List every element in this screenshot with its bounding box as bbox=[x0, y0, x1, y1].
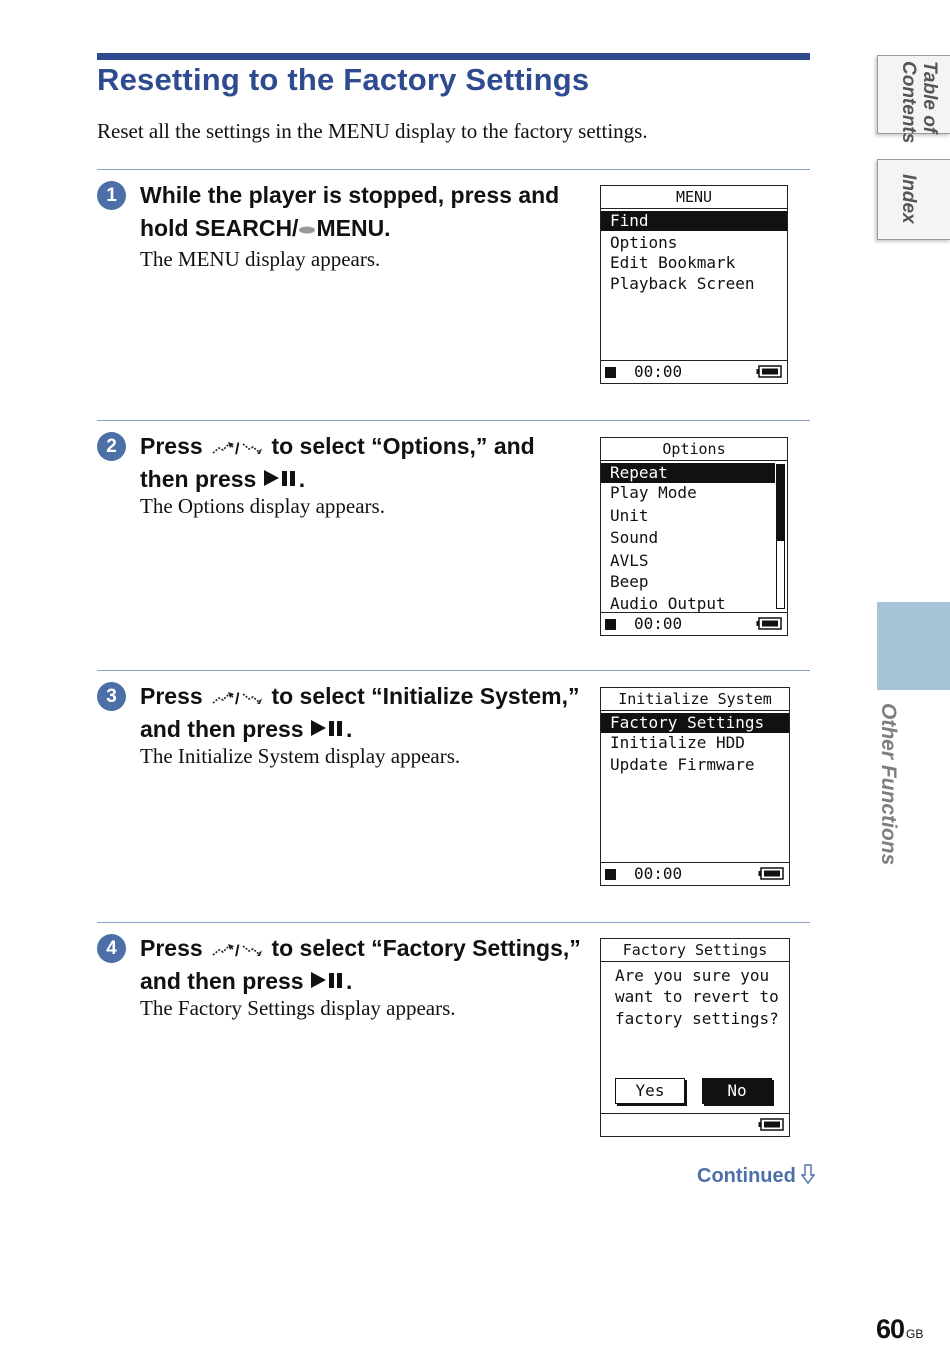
step-number: 1 bbox=[97, 181, 126, 210]
step-heading-text: to select “Options,” and bbox=[265, 433, 535, 459]
step-heading-text: Press bbox=[140, 433, 210, 459]
step-heading-line: MENU. bbox=[316, 215, 391, 241]
play-pause-icon bbox=[310, 971, 346, 989]
time-display: 00:00 bbox=[634, 864, 683, 883]
continued-label bbox=[697, 1164, 815, 1188]
step-heading bbox=[140, 932, 600, 998]
screen-header: Initialize System bbox=[601, 688, 789, 711]
screen-status-bar bbox=[601, 360, 787, 383]
screen-item-initialize-hdd: Initialize HDD bbox=[610, 733, 745, 752]
down-arrow-icon bbox=[801, 1164, 815, 1184]
screen-item-audio-output: Audio Output bbox=[610, 594, 726, 613]
battery-icon bbox=[758, 867, 784, 880]
stop-icon bbox=[605, 367, 616, 378]
svg-text:/: / bbox=[235, 440, 240, 457]
stop-icon bbox=[605, 619, 616, 630]
continued-text: Continued bbox=[697, 1165, 796, 1187]
step-heading-text: Press bbox=[140, 935, 210, 961]
stop-icon bbox=[605, 869, 616, 880]
page-title: Resetting to the Factory Settings bbox=[97, 62, 590, 97]
up-down-arrows-icon bbox=[211, 689, 263, 707]
step-heading-text: to select “Initialize System,” bbox=[265, 683, 580, 709]
screen-item-playback-screen: Playback Screen bbox=[610, 274, 755, 293]
step-heading-text: to select “Factory Settings,” bbox=[265, 935, 581, 961]
screen-item-edit-bookmark: Edit Bookmark bbox=[610, 253, 736, 272]
tab-index[interactable] bbox=[877, 159, 950, 240]
step-number: 3 bbox=[97, 682, 126, 711]
step-description: The Options display appears. bbox=[140, 494, 385, 518]
section-divider bbox=[97, 670, 810, 671]
menu-screen bbox=[600, 185, 788, 384]
screen-item-avls: AVLS bbox=[610, 551, 649, 570]
up-down-arrows-icon bbox=[211, 439, 263, 457]
step-heading-text: and then press bbox=[140, 716, 310, 742]
step-heading-text: and then press bbox=[140, 968, 310, 994]
section-divider bbox=[97, 420, 810, 421]
screen-item-beep: Beep bbox=[610, 572, 649, 591]
step-heading-text: Press bbox=[140, 683, 210, 709]
step-heading-line: While the player is stopped, press and bbox=[140, 182, 560, 208]
initialize-system-screen bbox=[600, 687, 790, 886]
section-divider bbox=[97, 169, 810, 170]
step-number: 2 bbox=[97, 432, 126, 461]
yes-button: Yes bbox=[615, 1078, 685, 1104]
section-marker bbox=[877, 602, 950, 690]
screen-header: Options bbox=[601, 438, 787, 461]
step-heading bbox=[140, 430, 600, 496]
no-button: No bbox=[702, 1078, 772, 1104]
tab-label-line: Contents bbox=[898, 61, 919, 144]
screen-status-bar bbox=[601, 1113, 789, 1136]
page-number-suffix: GB bbox=[906, 1327, 924, 1341]
options-screen bbox=[600, 437, 788, 636]
step-heading-text: . bbox=[345, 968, 353, 994]
title-bar-rule bbox=[97, 53, 810, 60]
intro-text: Reset all the settings in the MENU display to the factory settings. bbox=[97, 119, 648, 143]
screen-status-bar bbox=[601, 612, 787, 635]
tab-label: Index bbox=[898, 174, 919, 224]
tab-label-line: Table of bbox=[919, 61, 940, 134]
step-heading-text: then press bbox=[140, 466, 263, 492]
screen-status-bar bbox=[601, 862, 789, 885]
step-heading bbox=[140, 179, 600, 245]
confirm-message-line: factory settings? bbox=[615, 1009, 779, 1028]
search-dot-icon bbox=[298, 225, 316, 235]
battery-icon bbox=[756, 617, 782, 630]
step-number: 4 bbox=[97, 934, 126, 963]
play-pause-icon bbox=[310, 719, 346, 737]
page-number-value: 60 bbox=[876, 1314, 905, 1344]
step-heading-line: hold SEARCH/ bbox=[140, 215, 299, 241]
scrollbar-thumb bbox=[777, 465, 784, 541]
step-description: The Initialize System display appears. bbox=[140, 744, 461, 768]
confirm-message-line: Are you sure you bbox=[615, 966, 770, 985]
svg-text:/: / bbox=[235, 690, 240, 707]
screen-item-find: Find bbox=[601, 211, 787, 231]
battery-icon bbox=[758, 1118, 784, 1131]
screen-scrollbar bbox=[776, 464, 785, 609]
screen-item-unit: Unit bbox=[610, 506, 649, 525]
screen-item-update-firmware: Update Firmware bbox=[610, 755, 755, 774]
screen-item-factory-settings: Factory Settings bbox=[601, 713, 789, 733]
time-display: 00:00 bbox=[634, 362, 683, 381]
battery-icon bbox=[756, 365, 782, 378]
factory-settings-screen bbox=[600, 938, 790, 1137]
section-divider bbox=[97, 922, 810, 923]
screen-item-repeat: Repeat bbox=[601, 463, 775, 483]
time-display: 00:00 bbox=[634, 614, 683, 633]
step-heading-text: . bbox=[345, 716, 353, 742]
confirm-message-line: want to revert to bbox=[615, 987, 779, 1006]
screen-header: MENU bbox=[601, 186, 787, 209]
step-heading bbox=[140, 680, 600, 746]
step-heading-text: . bbox=[298, 466, 306, 492]
step-description: The Factory Settings display appears. bbox=[140, 996, 456, 1020]
page-number bbox=[876, 1314, 923, 1345]
screen-item-sound: Sound bbox=[610, 528, 659, 547]
step-description: The MENU display appears. bbox=[140, 247, 381, 271]
screen-item-options: Options bbox=[610, 233, 678, 252]
up-down-arrows-icon bbox=[211, 941, 263, 959]
screen-item-play-mode: Play Mode bbox=[610, 483, 697, 502]
tab-table-of-contents[interactable] bbox=[877, 55, 950, 144]
play-pause-icon bbox=[263, 469, 299, 487]
screen-header: Factory Settings bbox=[601, 939, 789, 962]
section-label: Other Functions bbox=[877, 703, 900, 866]
svg-text:/: / bbox=[235, 942, 240, 959]
